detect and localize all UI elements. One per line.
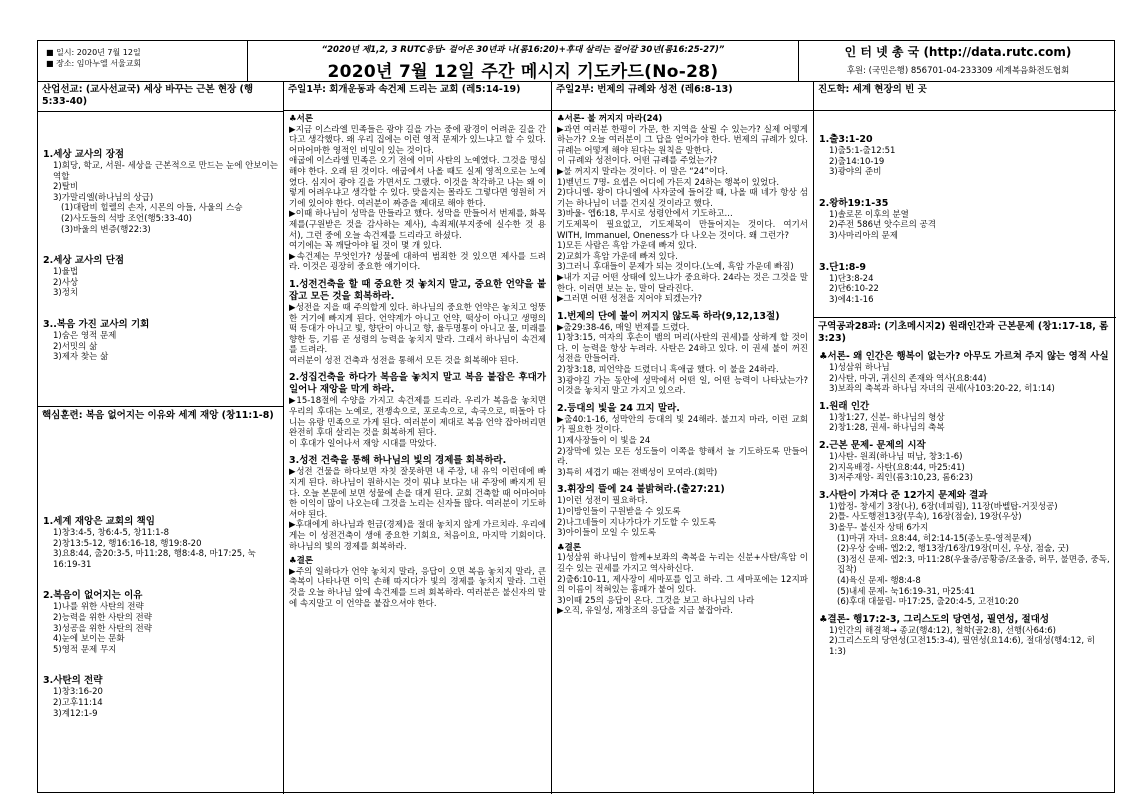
list-item: (6)후대 대물림- 마17:25, 출20:4-5, 고전10:20 (837, 597, 1019, 608)
paragraph: 이 후대가 일어나서 재앙 시대를 막았다. (289, 438, 437, 449)
list-item: 3)제자 찾는 삶 (53, 352, 109, 363)
column-4 (814, 81, 1116, 794)
list-item: 3)에4:1-16 (829, 294, 874, 305)
list-item: 3)성공을 위한 사탄의 전략 (53, 623, 152, 634)
paragraph: ▶이때 하나님이 성막을 만들라고 했다. 성막을 만들어서 번제를, 화목제를(구원받은 것을 감사하는 제사), 속죄제(부지중에 실수한 것 용서), 그런 중에 오늘 속건제를 드리라고 하셨다. (289, 209, 546, 241)
paragraph: 3)바울- 엡6:18, 무시로 성령안에서 기도하고... (557, 209, 733, 220)
list-item: 2)그리스도의 당연성(고전15:3-4), 필연성(요14:6), 절대성(행4:12, 히1:3) (829, 636, 1095, 657)
section-title: 3..복음 가진 교사의 기회 (43, 318, 150, 330)
list-item: 2)창1:28, 권세- 하나님의 축복 (829, 423, 945, 434)
paragraph: 이 규례와 성전이다. 어떤 규례를 주었는가? (557, 156, 718, 167)
section-title: 1.출3:1-20 (819, 134, 873, 145)
paragraph: ▶출29:38-46, 매일 번제를 드렸다. (557, 322, 690, 333)
paragraph: 1)창3:15, 여자의 후손이 뱀의 머리(사탄의 권세)를 상하게 할 것이다. 이 능력을 항상 누려라. 사탄은 24하고 있다. 이 권세 불이 꺼진 성전을 만들어라. (557, 333, 808, 365)
column-heading: 주일1부: 회개운동과 속건제 드리는 교회 (레5:14-19) (284, 81, 551, 111)
list-item: 1)창3:16-20 (53, 687, 103, 698)
section-title: 3.사탄이 가져다 준 12가지 문제와 결과 (819, 489, 988, 501)
paragraph: 1)이런 성전이 필요하다. (557, 496, 648, 507)
page-title: 2020년 7월 12일 주간 메시지 기도카드(No-28) (327, 62, 719, 82)
paragraph: 기도제목이 필요없고, 기도제목이 만들어지는 것이다. 여기서 WITH, Immanuel, Oneness가 다 나오는 것이다. 왜 그런가? (557, 219, 808, 241)
list-item: 2)창13:5-12, 행16:16-18, 행19:8-20 (53, 538, 202, 549)
list-item: 1)숨은 영적 문제 (53, 330, 117, 341)
sponsor-info: 후원: (국민은행) 856701-04-233309 세계복음화전도협회 (846, 66, 1070, 76)
list-item: 2)출14:10-19 (829, 156, 885, 167)
list-item: 3)가말리엘(하나님의 상급) (53, 192, 154, 203)
sermon-body (284, 111, 551, 612)
paragraph: ▶내가 지금 어떤 상태에 있느냐가 중요하다. 24라는 것은 그것을 말한다. 이러면 보는 눈, 말이 달라진다. (557, 272, 808, 294)
subtitle: “2020년 제1,2, 3 RUTC응답- 걸어온 30년과 나(롬16:20)+후대 살리는 걸어갈 30년(롬16:25-27)” (321, 45, 725, 55)
list-item: 3)사마리아의 문제 (829, 230, 898, 241)
paragraph: 1)모든 사람은 흑암 가운데 빠져 있다. (557, 241, 697, 252)
section-title: 2.복음이 없어지는 이유 (43, 590, 143, 602)
column-heading: 산업선교: (교사선교국) 세상 바꾸는 근본 현장 (행5:33-40) (38, 81, 283, 112)
point-title: 3.휘장의 뜰에 24 불밝혀라.(출27:21) (557, 484, 725, 496)
list-item: 1)나를 위한 사탄의 전략 (53, 602, 144, 613)
list-item: 1)출5:1-출12:51 (829, 146, 896, 156)
paragraph: ▶과연 여러분 한평이 가문, 한 지역을 살릴 수 있는가? 실제 어떻게 하는가? 오늘 여러분이 그 답을 얻어가야 한다. 번제의 규례가 있다. 규례는 어떻게 해야 된다는 원칙을 말한다. (557, 124, 808, 156)
intro-title: ♣서론- 왜 인간은 행복이 없는가? 아무도 가르쳐 주지 않는 영적 사실 (819, 351, 1109, 362)
list-item: 1)창1:27, 신분- 하나님의 형상 (829, 412, 945, 423)
list-item: 2)주전 586년 앗수르의 공격 (829, 220, 936, 231)
section-block (38, 112, 283, 406)
paragraph: 3)광야길 가는 동안에 성막에서 어떤 일, 어떤 능력이 나타났는가? 이것을 놓치지 말고 가지고 있으라. (557, 375, 808, 397)
paragraph: 3)특히 세겹기 때는 전백성이 모여라.(회막) (557, 467, 718, 478)
list-item: (5)내세 문제- 눅16:19-31, 마25:41 (837, 586, 976, 597)
list-item: (3)바울의 변증(행22:3) (61, 224, 151, 235)
list-item: 4)눈에 보이는 문화 (53, 634, 125, 645)
place-text: ■ 장소: 임마누엘 서울교회 (46, 59, 142, 68)
conclusion-label: ♣결론 (557, 542, 582, 553)
list-item: 3)계12:1-9 (53, 708, 98, 719)
list-item: (2)우상 숭배- 엡2:2, 행13장/16장/19장(미신, 우상, 점술, 굿) (837, 544, 1069, 555)
paragraph: ▶그러면 어떤 성전을 지어야 되겠는가? (557, 294, 703, 305)
paragraph: ▶성전 건물을 하다보면 자칫 잘못하면 내 주장, 내 유익 이런데에 빠지게 된다. 하나님이 원하시는 것이 뭐냐 보다는 내 주장에 빠지게 된다. 오늘 본문에 보면 성물에 손을 대게 된다. 교회 건축할 때 어마어마한 이익이 많이 나오는데 그것을 노리는 신자들 많다. 여러분이 기도하셔야 된다. (289, 467, 546, 520)
paragraph: 2)출6:10-11, 제사장이 세마포를 입고 하라. 그 세마포에는 12지파의 이름이 적혀있는 흉패가 붙어 있다. (557, 574, 808, 596)
section-block (38, 437, 283, 722)
date-text: ■ 일시: 2020년 7월 12일 (46, 48, 141, 57)
list-item: 3)요8:44, 출20:3-5, 마11:28, 행8:4-8, 마17:25, 눅16:19-31 (53, 549, 256, 570)
paragraph: ▶성전을 지을 때 주의할게 있다. 하나님의 중요한 언약은 놓치고 엉뚱한 거기에 빠지게 된다. 언약계가 아니고 언약, 떡상이 아니고 생명의 떡 등대가 아니고 빛, 향단이 아니고 향, 율두명통이 아니고 물, 미래를 향한 등, 기름 곧 성령의 능력을 놓치지 말라. 그래서 하나님이 속건제를 드려라. (289, 302, 546, 356)
section-title: 1.원래 인간 (819, 400, 870, 412)
paragraph: 3)아이들이 모일 수 있도록 (557, 528, 656, 539)
list-item: 5)영적 문제 무지 (53, 644, 117, 655)
paragraph: ▶오직, 유일성, 재창조의 응답을 지금 붙잡아라. (557, 606, 733, 617)
list-item: 3)올무- 불신자 상태 6가지 (829, 522, 929, 533)
list-item: (1)마귀 자녀- 요8:44, 히2:14-15(종노릇-영적문제) (837, 533, 1032, 544)
point-title: 2.등대의 빛을 24 끄지 말라. (557, 402, 680, 414)
title-block (248, 41, 798, 81)
paragraph: 2)장막에 있는 모든 성도들이 이쪽을 향해서 늘 기도하도록 만들어라. (557, 446, 808, 468)
column-heading: 핵심훈련: 복음 없어지는 이유와 세계 재앙 (창11:1-8) (42, 410, 274, 421)
site-link[interactable]: 인 터 넷 총 국 (http://data.rutc.com) (844, 45, 1072, 59)
list-item: 2)지옥배경- 사탄(요8:44, 마25:41) (829, 462, 965, 473)
paragraph: 애굽에 이스라엘 민족은 오기 전에 이미 사탄의 노예였다. 그것을 명심해야 한다. 오래 된 것이다. 애굽에서 나올 때도 실제 영적으로는 노예였다. 심지어 광야 길을 가면서도 그랬다. 이것을 착각하고 나는 왜 이렇게 어려우냐고 생각할 수 있다. 맞을지는 몰라도 그렇다면 영원히 거기에 있어야 한다. 여러분이 짜증을 제대로 해야 한다. (289, 156, 546, 209)
point-title: 2.성집건축을 하다가 복음을 놓치지 말고 복음 붙잡은 후대가 일어나 재앙을 막게 하라. (289, 372, 546, 396)
conclusion-label: ♣결론 (289, 556, 314, 567)
paragraph: 1)제사장들이 이 빛을 24 (557, 436, 651, 447)
list-item: 2)사상 (53, 277, 79, 288)
column-heading: 주일2부: 번제의 규례와 성전 (레6:8-13) (552, 81, 813, 111)
paragraph: ▶주의 일하다가 언약 놓치지 말라, 응답이 오면 복음 놓치지 말라, 큰 축복이 나타나면 이익 손해 따지다가 빛의 경제를 놓치지 말라. 그런 것을 오늘 하나님 앞에 속건제를 드려 회복하라. 여러분은 불신자의 말에 속지말고 이 언약을 붙잡으셔야 한다. (289, 566, 546, 609)
columns (38, 81, 1114, 794)
intro-label: ♣서론- 불 꺼지지 마라(24) (557, 114, 663, 124)
list-item: 2)사탄, 마귀, 귀신의 존재와 역사(요8:44) (829, 373, 987, 384)
list-item: 1)율법 (53, 267, 79, 278)
list-item: 2)고후11:14 (53, 697, 103, 708)
paragraph: 2)창3:18, 피언약을 드렸더니 흑애굽 했다. 이 불을 24하라. (557, 365, 779, 376)
list-item: 3)정치 (53, 288, 79, 299)
list-item: 2)서밋의 삶 (53, 341, 98, 352)
lesson-body (814, 348, 1116, 660)
section-title: 3.사탄의 전략 (43, 675, 103, 687)
section-title: 1.세상 교사의 장점 (43, 149, 125, 160)
paragraph: ▶불 꺼지지 말라는 것이다. 이 말은 “24”이다. (557, 166, 728, 177)
intro-label: ♣서론 (289, 114, 314, 124)
list-item: 1)합정- 창세기 3장(나), 6장(네피림), 11장(바벨탑-거짓성공) (829, 501, 1058, 512)
list-item: 2)단6:10-22 (829, 284, 879, 295)
point-title: 1.성전건축을 할 때 중요한 것 놓치지 말고, 중요한 언약을 붙잡고 모든 것을 회복하라. (289, 278, 546, 302)
site-block (798, 41, 1117, 81)
meta-info (38, 41, 248, 81)
list-item: 3)보좌의 축복과 하나님 자녀의 권세(사103:20-22, 히1:14) (829, 384, 1055, 395)
column-heading: 진도학: 세계 현장의 빈 곳 (814, 81, 1116, 111)
conclusion-title: ♣결론- 행17:2-3, 그리스도의 당연성, 필연성, 절대성 (819, 613, 1050, 625)
list-item: (1)대랍비 힐렐의 손자, 시몬의 아들, 사울의 스승 (61, 203, 243, 214)
paragraph: 2)다니엘- 왕이 다니엘에 사자굴에 들어갈 때, 나올 때 네가 항상 섬기는 하나님이 너를 건지실 것이라고 했다. (557, 188, 808, 209)
list-item: 1)회당, 학교, 서원- 세상을 근본적으로 만드는 눈에 안보이는 역할 (53, 161, 278, 182)
section-title: 3.단1:8-9 (819, 261, 866, 273)
prayer-card (37, 40, 1115, 793)
paragraph: 3)그러니 후대들이 문제가 되는 것이다.(노예, 흑암 가운데 빠짐) (557, 262, 794, 273)
column-1 (38, 81, 284, 794)
paragraph: ▶출40:1-16, 성막안의 등대의 빛 24해라. 불끄지 마라, 이런 교회가 필요한 것이다. (557, 414, 808, 436)
section-title: 2.세상 교사의 단점 (43, 255, 125, 267)
list-item: 1)사탄- 원죄(하나님 떠남, 창3:1-6) (829, 451, 963, 462)
section-title: 2.근본 문제- 문제의 시작 (819, 439, 926, 451)
list-item: 3)광야의 준비 (829, 167, 882, 178)
list-item: (3)정신 문제- 엡2:3, 마11:28(우울증/공황증/조울증, 허무, 불면증, 중독, 집착) (837, 554, 1110, 576)
paragraph: ▶지금 이스라엘 민족들은 광야 길을 가는 중에 광경이 어려운 길을 간다고 생각했다. 왜 우리 집에는 이런 영적 문제가 있느냐고 할 수 있다. 어마어마한 영적인 비밀이 있는 것이다. (289, 124, 546, 156)
list-item: 3)저주재앙- 죄인(롬3:10,23, 롬6:23) (829, 473, 973, 484)
column-2 (284, 81, 552, 794)
list-item: (2)사도들의 석방 조언(행5:33-40) (61, 213, 192, 224)
paragraph: ▶후대에게 하나님과 헌금(경제)을 절대 놓치지 않게 가르치라. 우리에게는 이 성전건축이 생애 중요한 기회요, 처음이요, 마지막 기회이다. 하나님의 빛의 경제를 회복하라. (289, 520, 546, 552)
list-item: 1)솔로몬 이후의 분열 (829, 209, 909, 220)
point-title: 3.성전 건축을 통해 하나님의 빛의 경제를 회복하라. (289, 455, 507, 467)
header (38, 41, 1114, 82)
paragraph: ▶속건제는 무엇인가? 성물에 대하여 범죄한 것 있으면 제사를 드려라. 이것은 굉장히 중요한 얘기이다. (289, 251, 546, 273)
paragraph: 3)이때 25의 응답이 온다. 그것을 보고 하나님의 나라 (557, 595, 755, 606)
paragraph: 여러분이 성전 건축과 성전을 통해서 모든 것을 회복해야 된다. (289, 355, 519, 366)
paragraph: 1)성삼위 하나님이 함께+보좌의 축복을 누리는 신분+사탄/흑암 이길수 있는 권세를 가지고 역사하신다. (557, 553, 808, 574)
section-block (814, 111, 1116, 317)
paragraph: 여기에는 꼭 깨달아야 될 것이 몇 개 있다. (289, 241, 442, 252)
list-item: 1)단3:8-24 (829, 273, 874, 284)
section-title: 1.세계 재앙은 교회의 책임 (43, 516, 155, 527)
list-item: 1)인간의 해결책→ 종교(행4:12), 철학(골2:8), 선행(사64:6) (829, 625, 1056, 636)
list-item: 1)성삼위 하나님 (829, 363, 890, 373)
section-title: 2.왕하19:1-35 (819, 197, 889, 209)
list-item: (4)육신 문제- 행8:4-8 (837, 575, 921, 586)
column-heading: 구역공과28과: (기초메시지2) 원래인간과 근본문제 (창1:17-18, 롬3:23) (818, 321, 1109, 344)
paragraph: 1)벧넌드 7명- 요셉은 어디에 가든지 24하는 행복이 있었다. (557, 177, 780, 188)
list-item: 2)탈비 (53, 182, 79, 193)
paragraph: 2)나그네들이 지나가다가 기도할 수 있도록 (557, 517, 717, 528)
paragraph: 2)교회가 흑암 가운데 빠져 있다. (557, 251, 678, 262)
paragraph: 1)이방인들이 구원받을 수 있도록 (557, 507, 681, 517)
column-3 (552, 81, 814, 794)
point-title: 1.번제의 단에 불이 꺼지지 않도록 하라(9,12,13절) (557, 310, 780, 322)
sermon-body (552, 111, 813, 620)
paragraph: ▶15-18절에 수양을 가지고 속건제를 드리라. 우리가 복음을 놓치면 우리의 후대는 노예로, 전쟁속으로, 포로속으로, 속국으로, 떠돌아 다니는 유랑 민족으로 가게 된다. 여러분이 제대로 복음 언약 잡아버리면 완전히 후대 살리는 것을 회복하게 된다. (289, 396, 546, 439)
list-item: 1)창3:4-5, 창6:4-5, 창11:1-8 (53, 528, 170, 538)
list-item: 2)능력을 위한 사탄의 전략 (53, 612, 152, 623)
list-item: 2)틀- 사도행전13장(무속), 16장(점술), 19장(우상) (829, 512, 1022, 523)
